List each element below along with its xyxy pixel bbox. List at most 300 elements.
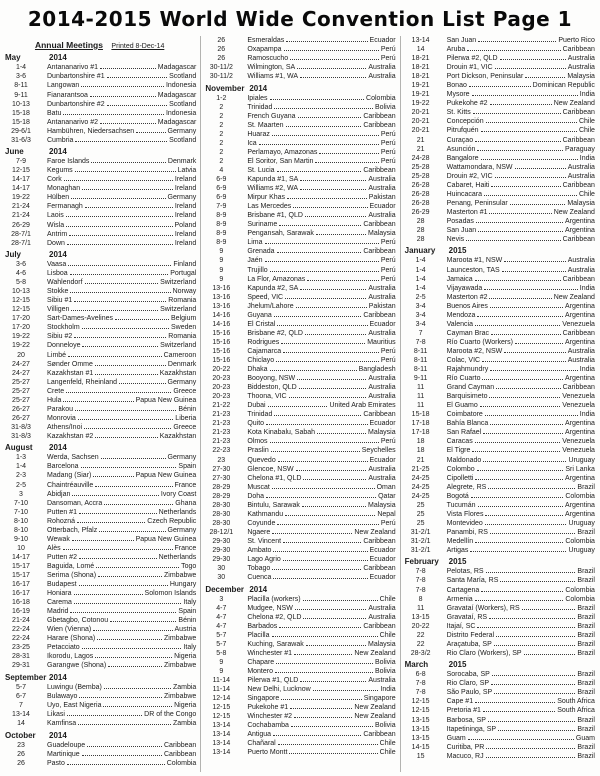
row-date: 9 [219, 266, 224, 274]
dotted-leader [79, 697, 162, 698]
table-row [3, 278, 196, 287]
row-date: 7-8 [415, 577, 426, 585]
table-row [3, 136, 196, 145]
row-country: Brazil [577, 671, 595, 679]
row-place: Langowan [47, 82, 80, 90]
row-country: Australia [567, 356, 595, 364]
dotted-leader [82, 346, 158, 347]
row-date: 14 [17, 720, 25, 728]
dotted-leader [494, 645, 576, 646]
row-country: Brazil [577, 483, 595, 491]
table-row [3, 100, 196, 109]
row-place: French Guyana [247, 112, 296, 120]
row-date: 7-8 [415, 689, 426, 697]
row-date: 28-30 [212, 510, 231, 518]
row-country: Italy [183, 599, 197, 607]
row-country: DR of the Congo [144, 711, 197, 719]
dotted-leader [496, 636, 575, 637]
row-date: 28-30 [212, 519, 231, 527]
row-place: Fermanagh [47, 203, 83, 211]
dotted-leader [270, 99, 365, 100]
row-date: 30 [217, 574, 226, 582]
row-place: Curitiba, PR [446, 743, 485, 751]
dotted-leader [96, 567, 179, 568]
table-row [3, 759, 196, 768]
dotted-leader [281, 343, 365, 344]
row-place: Esmeraldas [247, 37, 285, 44]
row-place: Puerto Montt [247, 749, 288, 757]
row-date: 24-25 [411, 483, 430, 491]
month-name: September [5, 672, 47, 682]
dotted-leader [475, 325, 560, 326]
row-date: 24-25 [411, 492, 430, 500]
row-country: Caribbean [562, 181, 595, 189]
dotted-leader [477, 150, 563, 151]
row-date: 29-31 [12, 662, 30, 670]
table-row [3, 719, 196, 728]
dotted-leader [294, 717, 352, 718]
row-place: Langenfeld, Rheinland [47, 378, 118, 386]
row-place: Maroota #2, NSW [446, 347, 503, 355]
dotted-leader [469, 86, 531, 87]
row-country: Solomon Islands [144, 590, 197, 598]
row-country: Paraguay [564, 145, 595, 153]
row-place: Penang, Peninsular [446, 199, 508, 207]
row-place: Booyong, NSW [247, 375, 296, 383]
row-date: 3-6 [15, 261, 27, 269]
row-country: Chile [578, 190, 595, 198]
dotted-leader [477, 627, 575, 628]
row-country: Ireland [174, 185, 197, 193]
row-date: 5-7 [216, 631, 227, 639]
dotted-leader [306, 645, 366, 646]
table-row [3, 701, 196, 710]
dotted-leader [485, 515, 563, 516]
table-row [203, 410, 395, 419]
dotted-leader [85, 207, 173, 208]
row-place: Stockholm [47, 324, 80, 332]
table-row [203, 510, 395, 519]
table-row [403, 465, 595, 474]
row-date: 8-9 [216, 221, 227, 229]
row-date: 13-16 [212, 293, 231, 301]
row-place: Putten #1 [47, 508, 77, 516]
row-country: Chile [379, 740, 396, 748]
row-place: Bonao [446, 82, 467, 90]
dotted-leader [265, 243, 379, 244]
dotted-leader [485, 524, 567, 525]
row-place: Doha [247, 492, 265, 500]
dotted-leader [283, 352, 379, 353]
table-row [403, 546, 595, 555]
table-row [3, 260, 196, 269]
row-date: 26-28 [411, 181, 430, 189]
row-date: 2-5 [15, 481, 27, 489]
dotted-leader [300, 77, 366, 78]
dotted-leader [481, 591, 563, 592]
row-place: Trinidad [247, 411, 273, 419]
row-date: 10-13 [12, 288, 30, 296]
month-header [3, 250, 196, 260]
dotted-leader [68, 265, 171, 266]
row-place: Sart-Dames-Avelines [47, 315, 114, 323]
row-date: 9 [219, 275, 224, 283]
table-row [403, 365, 595, 374]
row-place: Cayman Brac [446, 329, 490, 337]
dotted-leader [95, 365, 166, 366]
dotted-leader [317, 433, 366, 434]
dotted-leader [486, 572, 576, 573]
row-country: Australia [368, 212, 396, 220]
row-date: 6-9 [216, 176, 227, 184]
month-year: 2014 [49, 443, 67, 453]
table-row [203, 356, 395, 365]
dotted-leader [81, 467, 177, 468]
row-country: Romania [168, 297, 197, 305]
row-place: St. Kitts [446, 109, 471, 117]
dotted-leader [504, 352, 565, 353]
row-place: Williams #1, WA [247, 73, 299, 81]
row-place: Jhelum/Lahore [247, 302, 294, 310]
table-row [403, 72, 595, 81]
row-place: Posadas [446, 217, 474, 225]
row-date: 21-24 [12, 203, 30, 211]
dotted-leader [525, 77, 565, 78]
table-row [3, 72, 196, 81]
row-country: Netherlands [158, 553, 197, 561]
table-row [3, 462, 196, 471]
row-place: Kazakhstan #1 [47, 369, 94, 377]
row-date: 20-22 [212, 366, 231, 374]
table-row [403, 456, 595, 465]
row-country: Australia [368, 64, 396, 72]
row-country: Brazil [577, 604, 595, 612]
table-row [203, 148, 395, 157]
table-row [403, 320, 595, 329]
page-title: 2014-2015 World Wide Convention List Page 1 [27, 7, 573, 31]
dotted-leader [482, 361, 566, 362]
row-country: Brazil [577, 631, 595, 639]
row-country: Caribbean [562, 46, 595, 54]
table-row [203, 537, 395, 546]
dotted-leader [491, 186, 560, 187]
row-place: Pretoria #1 [446, 707, 481, 715]
row-place: Coyunde [247, 519, 276, 527]
table-row [403, 437, 595, 446]
row-date: 13-14 [212, 749, 231, 757]
row-country: Switzerland [160, 342, 197, 350]
dotted-leader [473, 113, 561, 114]
dotted-leader [504, 261, 565, 262]
row-place: Wien (Vienna) [47, 626, 92, 634]
dotted-leader [259, 144, 379, 145]
row-date: 19-22 [411, 100, 430, 108]
dotted-leader [475, 702, 555, 703]
table-row [403, 419, 595, 428]
table-row [203, 712, 395, 721]
row-country: Australia [567, 266, 595, 274]
dotted-leader [70, 612, 176, 613]
row-country: Brazil [577, 640, 595, 648]
row-country: Ecuador [369, 574, 396, 582]
row-country: Perú [380, 239, 396, 247]
dotted-leader [470, 551, 566, 552]
row-date: 11 [416, 402, 425, 410]
table-row [203, 730, 395, 739]
row-country: Perú [380, 130, 396, 138]
row-country: Caribbean [164, 741, 197, 749]
row-place: El Soritor, San Martin [247, 157, 314, 165]
row-country: Brazil [577, 613, 595, 621]
dotted-leader [495, 177, 566, 178]
row-country: Chile [578, 127, 595, 135]
row-place: Williams #2, WA [247, 185, 299, 193]
row-country: Germany [167, 526, 197, 534]
row-date: 12-15 [411, 698, 430, 706]
table-row [3, 517, 196, 526]
table-row [403, 383, 595, 392]
dotted-leader [283, 560, 368, 561]
row-country: Poland [174, 221, 197, 229]
table-row [203, 338, 395, 347]
row-place: Barbosa, SP [446, 716, 486, 724]
table-row [403, 401, 595, 410]
table-row [403, 410, 595, 419]
row-place: Monrovia [47, 414, 76, 422]
row-place: Trinidad [247, 103, 273, 111]
table-row [203, 392, 395, 401]
table-row [3, 193, 196, 202]
month-year: 2014 [49, 672, 67, 682]
dotted-leader [478, 506, 563, 507]
table-row [403, 586, 595, 595]
dotted-leader [277, 171, 362, 172]
dotted-leader [480, 406, 560, 407]
table-row [3, 634, 196, 643]
row-date: 21-25 [411, 465, 430, 473]
row-country: Germany [167, 378, 197, 386]
table-row [203, 419, 395, 428]
table-row [203, 202, 395, 211]
row-date: 10-13 [12, 100, 30, 108]
row-country: Australia [368, 176, 396, 184]
table-row [203, 36, 395, 45]
table-row [203, 302, 395, 311]
row-place: Bintulu, Sarawak [247, 501, 300, 509]
row-date: 2-5 [415, 293, 426, 301]
table-row [403, 256, 595, 265]
table-row [203, 428, 395, 437]
table-row [3, 571, 196, 580]
dotted-leader [477, 470, 564, 471]
row-country: Germany [167, 127, 197, 135]
dotted-leader [476, 222, 563, 223]
row-place: Aruba [446, 46, 466, 54]
dotted-leader [72, 540, 134, 541]
row-place: Harare (Shona) [47, 635, 96, 643]
row-place: Valencia [446, 320, 473, 328]
row-country: Brazil [577, 716, 595, 724]
table-row [3, 351, 196, 360]
row-date: 14-17 [12, 553, 30, 561]
row-date: 2 [219, 121, 224, 129]
table-row [3, 323, 196, 332]
table-row [403, 743, 595, 752]
row-country: Ghana [175, 499, 197, 507]
dotted-leader [279, 627, 361, 628]
row-country: Italy [183, 644, 197, 652]
table-row [203, 640, 395, 649]
row-place: Distrito Federal [446, 631, 495, 639]
row-country: Caribbean [363, 112, 396, 120]
row-date: 18-21 [411, 64, 430, 72]
row-country: Ireland [174, 212, 197, 220]
row-place: Bulawayo [47, 692, 78, 700]
row-place: Pitrufquén [446, 127, 479, 135]
dotted-leader [307, 280, 379, 281]
row-country: Hungary [169, 581, 197, 589]
row-place: Abidjan [47, 490, 71, 498]
row-date: 13-15 [411, 613, 430, 621]
row-date: 26-29 [12, 221, 30, 229]
table-row [403, 36, 595, 45]
row-place: Dunbartonshire #2 [47, 100, 105, 108]
dotted-leader [74, 301, 166, 302]
row-date: 21 [416, 136, 425, 144]
row-date: 14-15 [411, 743, 430, 751]
row-country: Madagascar [157, 118, 197, 126]
row-place: Barbados [247, 622, 278, 630]
row-place: Cartagena [446, 586, 480, 594]
table-row [403, 54, 595, 63]
row-date: 31-8/3 [11, 432, 31, 440]
row-date: 5-8 [15, 279, 27, 287]
dotted-leader [488, 721, 575, 722]
dotted-leader [67, 764, 165, 765]
row-date: 8-10 [13, 517, 28, 525]
row-place: Trujillo [247, 266, 268, 274]
row-place: Antananarivo #1 [47, 64, 98, 72]
table-row [3, 692, 196, 701]
row-date: 14-16 [212, 311, 231, 319]
row-place: Grenada [247, 248, 275, 256]
row-date: 29-30 [212, 546, 231, 554]
row-country: Bolivia [375, 722, 396, 730]
dotted-leader [522, 609, 576, 610]
row-date: 13-15 [411, 716, 430, 724]
table-row [3, 750, 196, 759]
table-row [203, 63, 395, 72]
row-date: 25-28 [411, 172, 430, 180]
table-row [203, 622, 395, 631]
dotted-leader [486, 748, 575, 749]
row-place: Kapunda #1, SA [247, 176, 299, 184]
row-place: Madrid [47, 608, 69, 616]
row-date: 24-27 [12, 360, 30, 368]
row-date: 20-22 [411, 622, 430, 630]
row-place: Antigua [247, 731, 272, 739]
dotted-leader [477, 316, 563, 317]
table-row [3, 625, 196, 634]
row-country: Bolivia [375, 103, 396, 111]
row-place: Maroota #1, NSW [446, 257, 503, 265]
row-place: Pengansah, Sarawak [247, 230, 314, 238]
row-country: Australia [368, 465, 396, 473]
dotted-leader [303, 600, 378, 601]
month-year: 2014 [249, 584, 268, 594]
dotted-leader [84, 428, 171, 429]
table-row [203, 374, 395, 383]
row-date: 21-23 [212, 420, 231, 428]
table-row [203, 694, 395, 703]
row-place: La Flor, Amazonas [247, 275, 306, 283]
row-country: Perú [380, 356, 396, 364]
row-place: Chelona #2, QLD [247, 613, 302, 621]
row-place: Ipiales [247, 94, 268, 102]
dotted-leader [71, 310, 158, 311]
dotted-leader [270, 271, 379, 272]
row-date: 3-4 [415, 311, 426, 319]
table-row [203, 667, 395, 676]
dotted-leader [488, 488, 575, 489]
row-date: 17-20 [12, 324, 30, 332]
row-place: Quito [247, 420, 265, 428]
row-place: Villigen [47, 306, 70, 314]
row-place: St. Vincent [247, 537, 282, 545]
row-country: India [579, 91, 595, 99]
dotted-leader [468, 739, 574, 740]
row-country: Caribbean [363, 565, 396, 573]
row-date: 28-12/1 [209, 528, 234, 536]
dotted-leader [300, 180, 366, 181]
row-date: 5-8 [216, 649, 227, 657]
dotted-leader [74, 603, 182, 604]
row-country: Denmark [167, 360, 197, 368]
dotted-leader [93, 476, 133, 477]
dotted-leader [95, 486, 172, 487]
row-country: Venezuela [562, 393, 595, 401]
row-place: Masterton #2 [446, 293, 488, 301]
table-row [403, 374, 595, 383]
dotted-leader [491, 334, 561, 335]
table-row [3, 544, 196, 553]
dotted-leader [63, 549, 173, 550]
row-date: 21-23 [212, 411, 231, 419]
dotted-leader [66, 226, 172, 227]
row-place: Rajahmundry [446, 366, 489, 374]
row-place: Vijayawada [446, 284, 483, 292]
dotted-leader [475, 479, 562, 480]
row-country: Zimbabwe [164, 692, 197, 700]
row-country: South Africa [557, 707, 595, 715]
row-country: Ireland [174, 203, 197, 211]
row-place: Bangalore [446, 154, 479, 162]
row-date: 21-24 [12, 212, 30, 220]
dotted-leader [64, 180, 173, 181]
row-country: Caribbean [562, 329, 595, 337]
dotted-leader [296, 307, 367, 308]
dotted-leader [82, 648, 182, 649]
month-name: February [404, 557, 439, 567]
row-date: 14-17 [12, 176, 30, 184]
row-place: Jaén [247, 257, 263, 265]
annual-meetings-label: Annual Meetings [34, 40, 103, 50]
row-country: United Arab Emirates [329, 402, 396, 410]
row-date: 26-27 [12, 405, 30, 413]
dotted-leader [472, 451, 560, 452]
table-row [403, 99, 595, 108]
dotted-leader [491, 684, 575, 685]
